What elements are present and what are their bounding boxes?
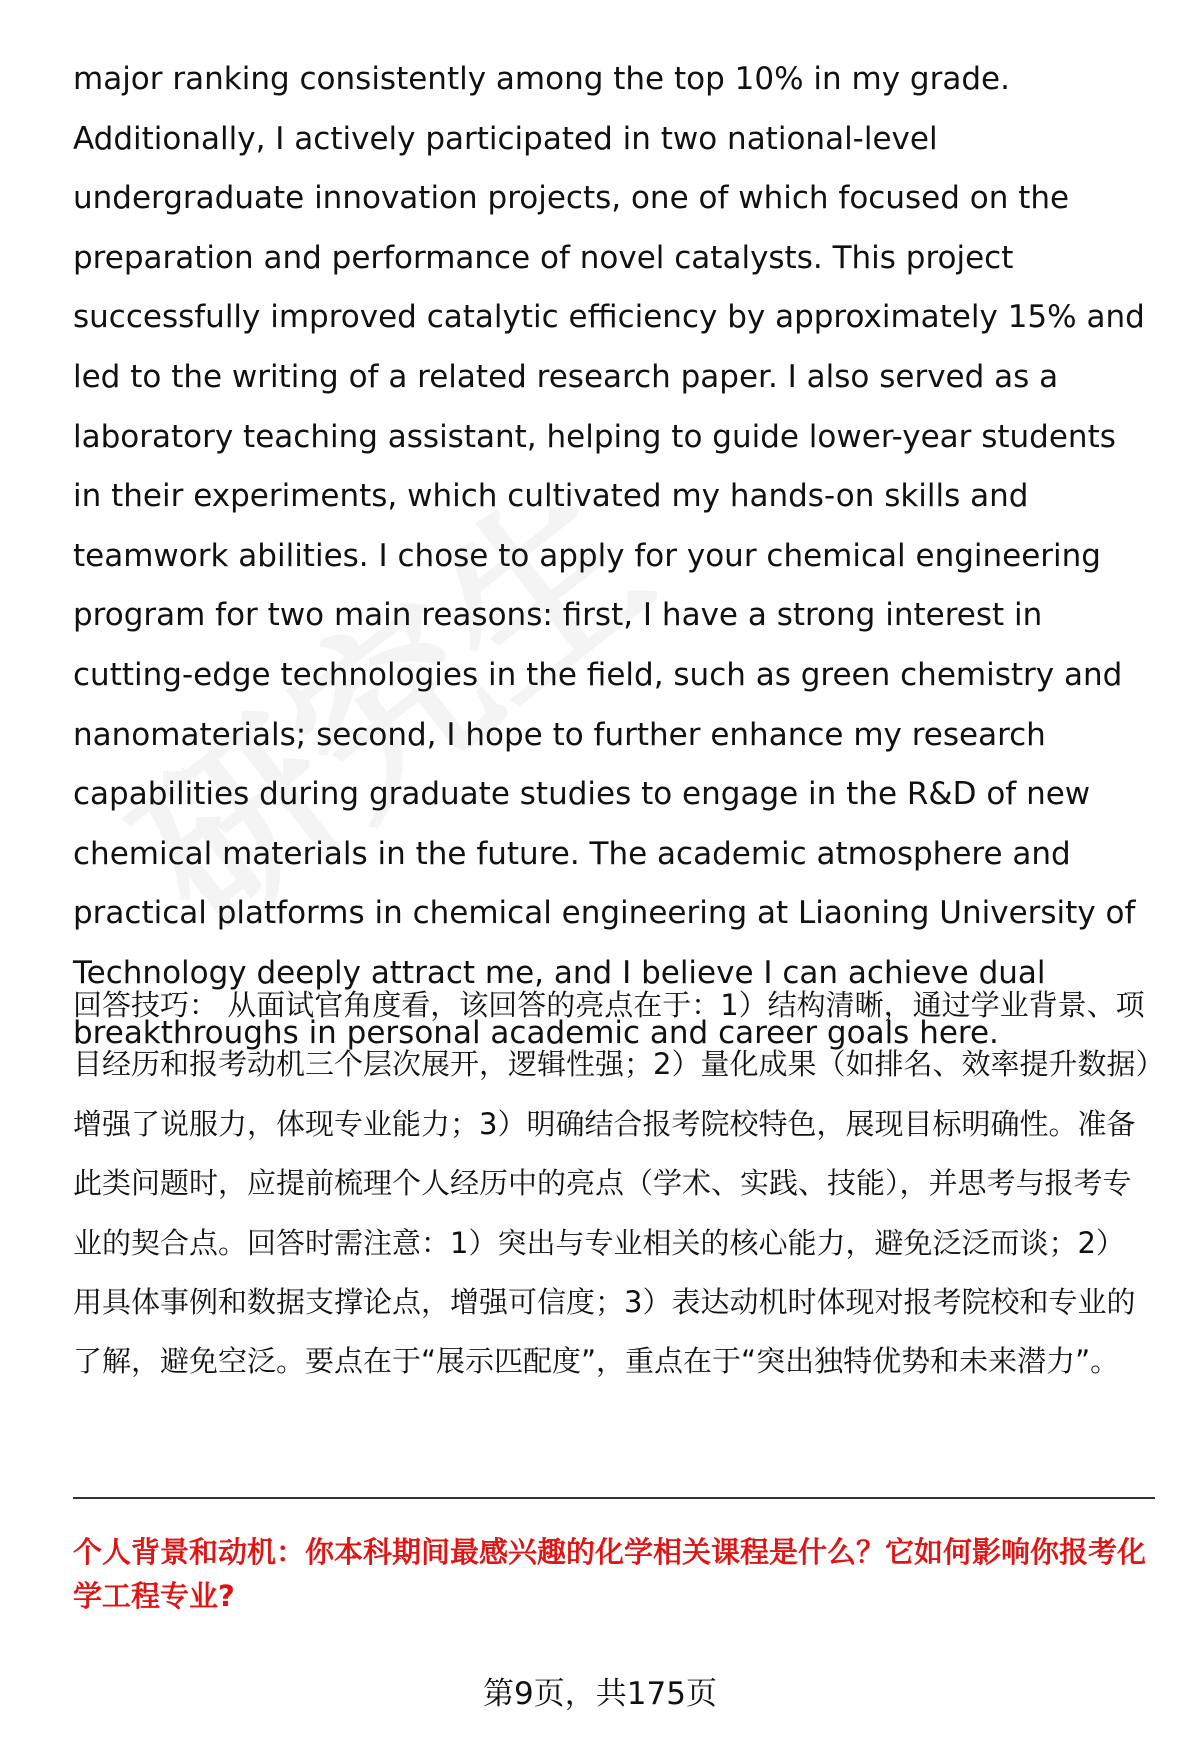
page-number-footer: 第9页，共175页	[483, 1676, 717, 1712]
answer-tips-paragraph: 回答技巧： 从面试官角度看，该回答的亮点在于：1）结构清晰，通过学业背景、项目经历和报考动机三个层次展开，逻辑性强；2）量化成果（如排名、效率提升数据）增强了说服力，体现专业能力；3）明确结合报考院校特色，展现目标明确性。准备此类问题时，应提前梳理个人经历中的亮点（学术、实践、技能），并思考与报考专业的契合点。回答时需注意：1）突出与专业相关的核心能力，避免泛泛而谈；2）用具体事例和数据支撑论点，增强可信度；3）表达动机时体现对报考院校和专业的了解，避免空泛。要点在于“展示匹配度”，重点在于“突出独特优势和未来潜力”。	[73, 988, 1150, 1379]
answer-paragraph: major ranking consistently among the top 10% in my grade. Additionally, I actively participated in two national-level undergraduate innovation projects, one of which focused on the preparation and performance of novel catalysts. This project successfully improved catalytic efficiency by approximately 15% and led to the writing of a related research paper. I also served as a laboratory teaching assistant, helping to guide lower-year students in their experiments, which cultivated my hands-on skills and teamwork abilities. I chose to apply for your chemical engineering program for two main reasons: first, I have a strong interest in cutting-edge technologies in the field, such as green chemistry and nanomaterials; second, I hope to further enhance my research capabilities during graduate studies to engage in the R&D of new chemical materials in the future. The academic atmosphere and practical platforms in chemical engineering at Liaoning University of Technology deeply attract me, and I believe I can achieve dual breakthroughs in personal academic and career goals here.	[73, 61, 1145, 1051]
section-divider	[73, 1497, 1155, 1499]
next-question-heading: 个人背景和动机：你本科期间最感兴趣的化学相关课程是什么？它如何影响你报考化学工程专业?	[73, 1535, 1147, 1613]
